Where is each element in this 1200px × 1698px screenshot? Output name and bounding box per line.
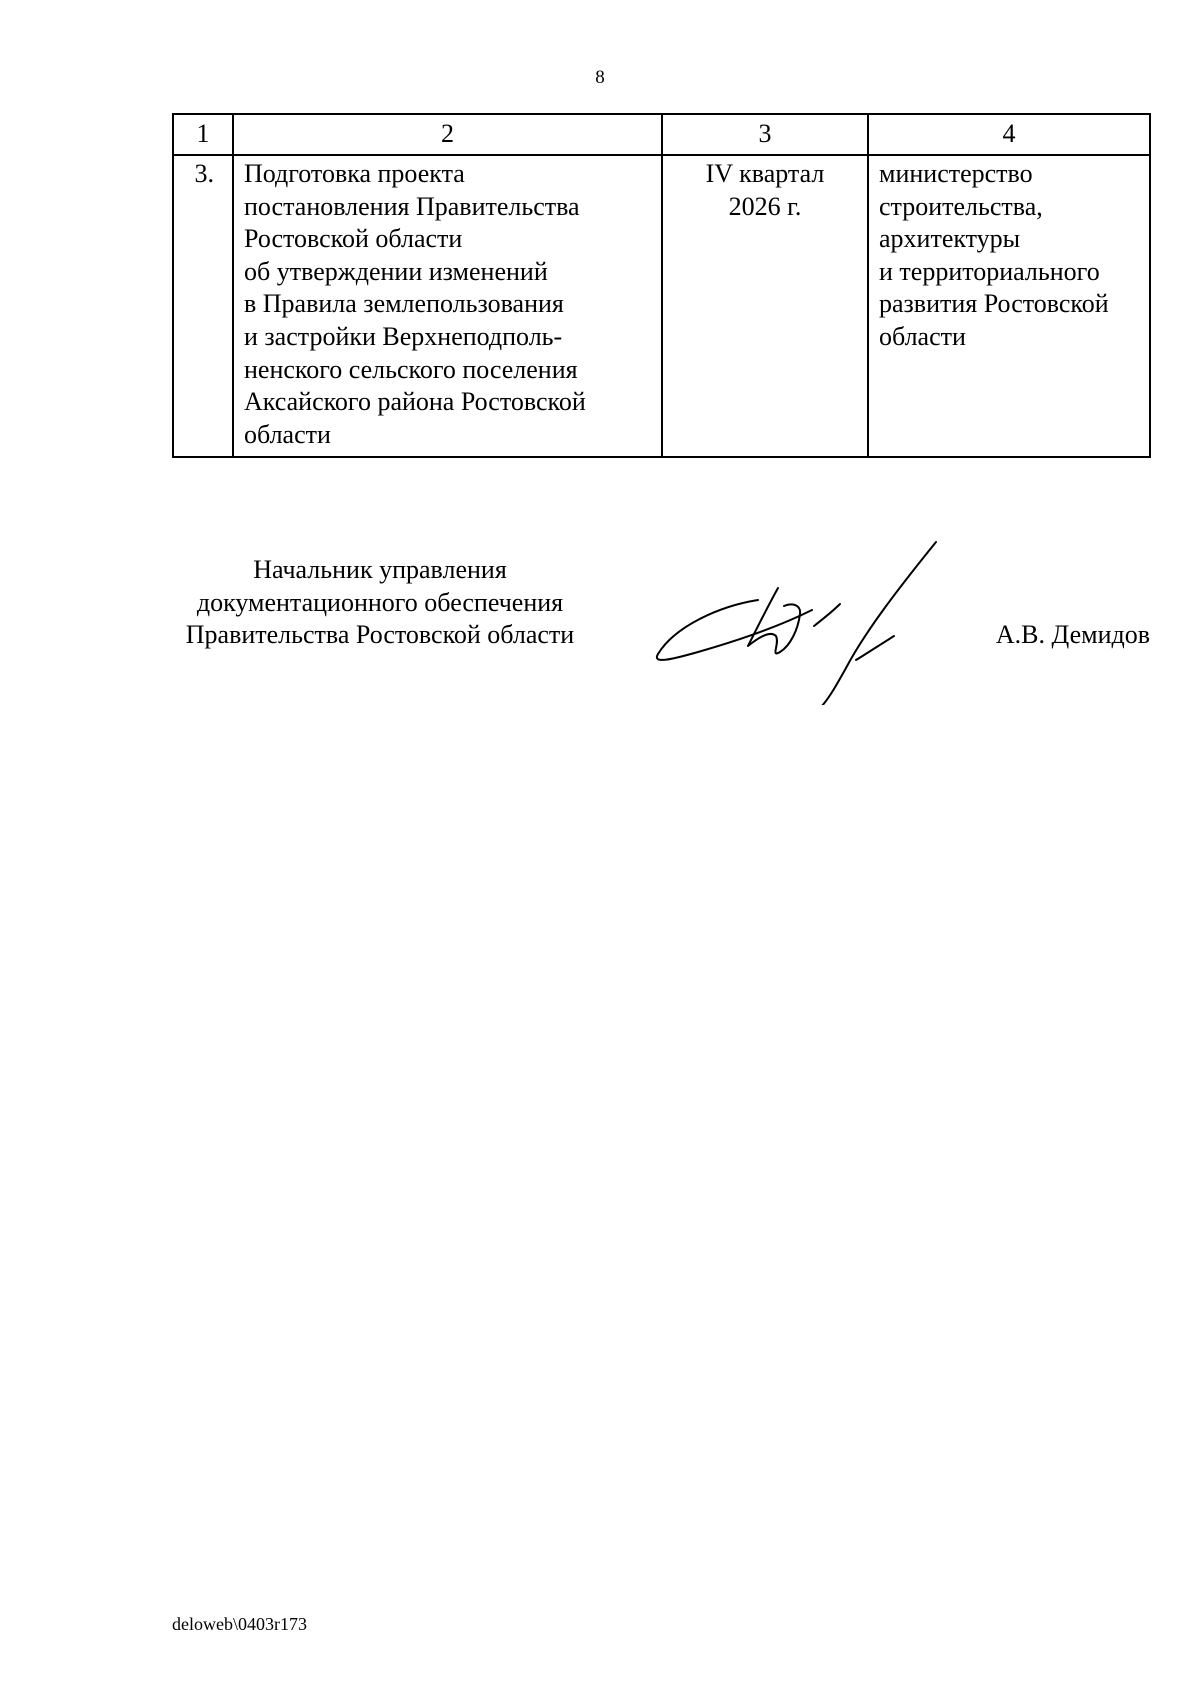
deadline-cell: IV квартал 2026 г. — [662, 155, 868, 457]
table-row — [173, 155, 1150, 457]
table-header-cell: 2 — [233, 114, 662, 155]
handwritten-signature — [650, 540, 940, 705]
signer-position: Начальник управления документационного обеспечения Правительства Ростовской области — [185, 555, 575, 650]
table-header-cell: 3 — [662, 114, 868, 155]
signer-name: А.В. Демидов — [995, 620, 1150, 649]
plan-table — [172, 113, 1151, 458]
table-header-cell: 1 — [173, 114, 233, 155]
row-number-cell: 3. — [173, 155, 233, 457]
table-header-row — [173, 114, 1150, 155]
measure-cell: Подготовка проекта постановления Правительства Ростовской области об утверждении изменений в Правила землепользования и застройки Верхнеподполь- ненского сельского поселения Аксайского района Ростовской области — [233, 155, 662, 457]
page-number: 8 — [595, 67, 605, 88]
document-code: deloweb\0403r173 — [172, 1614, 307, 1634]
table-header-cell: 4 — [868, 114, 1150, 155]
responsible-cell: министерство строительства, архитектуры и территориального развития Ростовской области — [868, 155, 1150, 457]
